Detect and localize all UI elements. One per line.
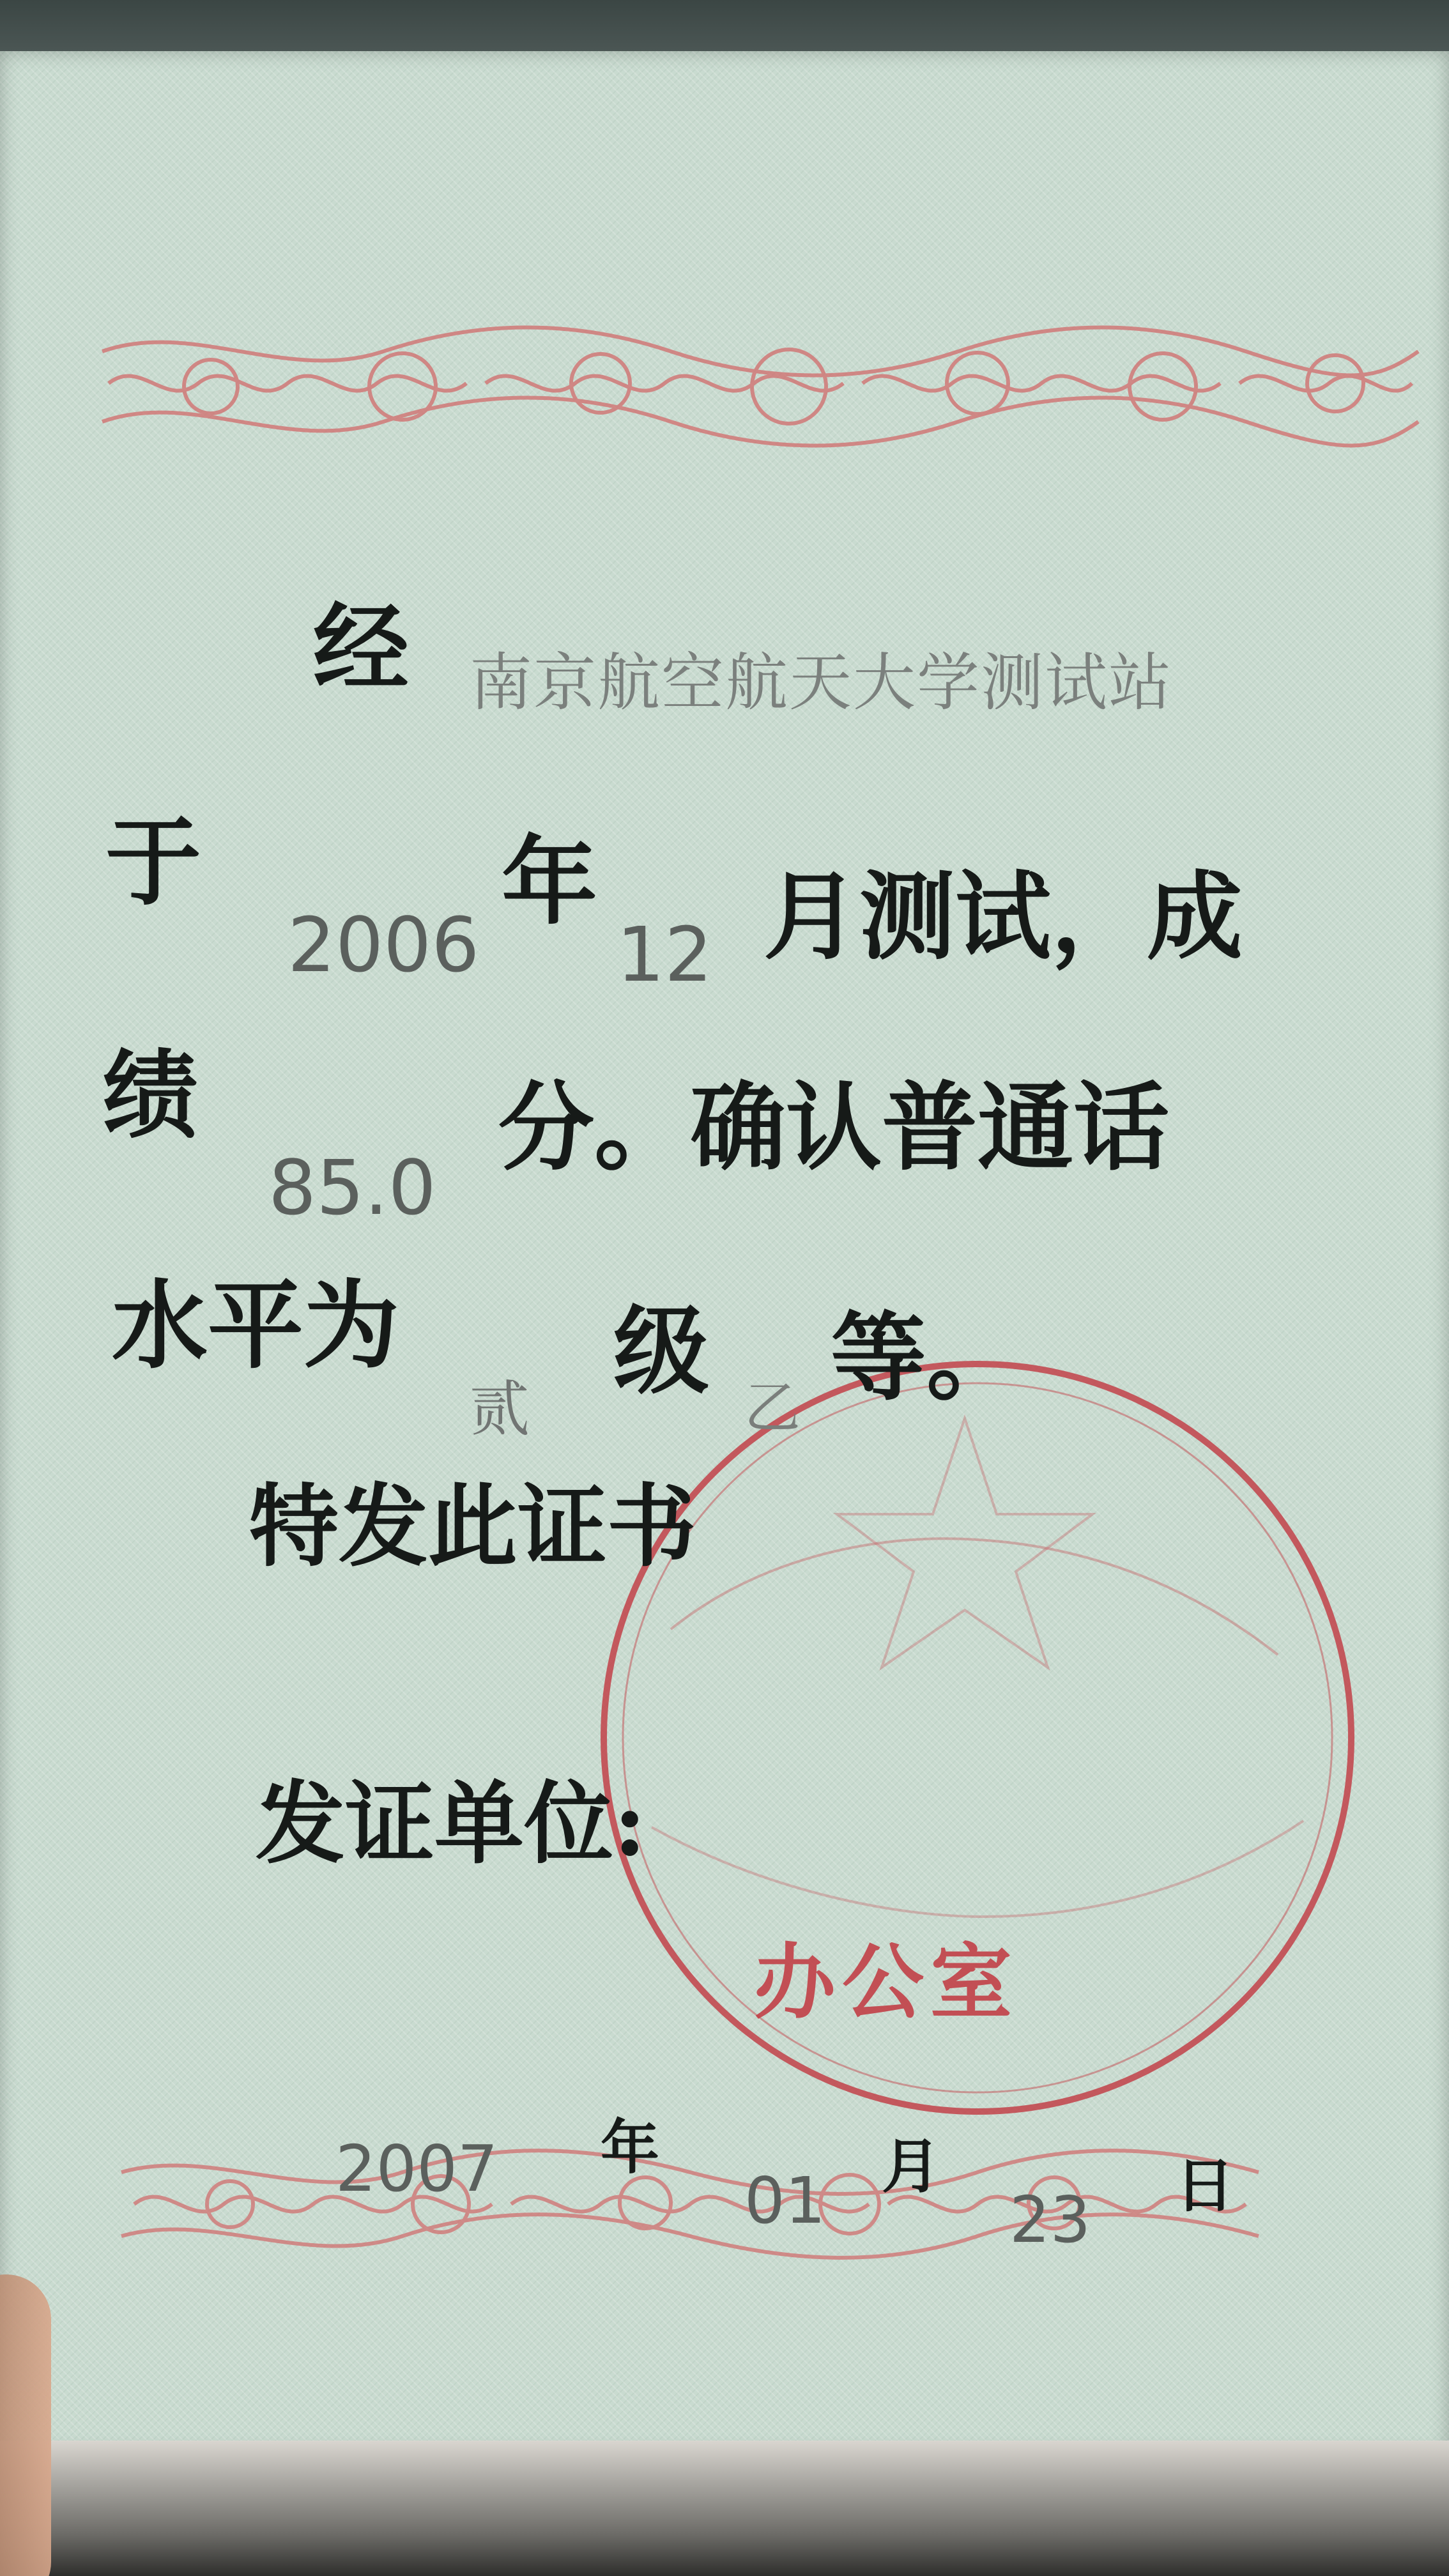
level: 贰 (470, 1375, 530, 1445)
photo-bottom-shadow (0, 2441, 1449, 2576)
month-test-text: 月测试，成 (763, 861, 1243, 973)
issue-month-char: 月 (882, 2132, 941, 2201)
test-year: 2006 (288, 901, 480, 989)
level-prefix: 水平为 (112, 1269, 400, 1382)
grade: 乙 (744, 1375, 801, 1441)
issuing-unit-label: 发证单位: (256, 1772, 647, 1876)
test-year-char: 年 (502, 825, 598, 938)
grade-suffix: 等。 (831, 1301, 1023, 1414)
issue-year: 2007 (335, 2131, 498, 2206)
test-month: 12 (617, 910, 713, 999)
issue-year-char: 年 (601, 2113, 660, 2182)
seal-text: 办公室 (754, 1935, 1019, 2030)
top-ornament-band (102, 328, 1418, 446)
holding-thumb (0, 2274, 51, 2576)
issue-month: 01 (744, 2163, 826, 2238)
level-unit: 级 (613, 1295, 710, 1407)
test-date-prefix: 于 (105, 806, 202, 919)
issuer-prefix: 经 (313, 592, 410, 705)
score: 85.0 (268, 1144, 436, 1232)
certificate-page (0, 51, 1449, 2453)
score-suffix: 分。确认普通话 (498, 1071, 1170, 1184)
issue-day-char: 日 (1176, 2151, 1235, 2220)
testing-station: 南京航空航天大学测试站 (470, 647, 1173, 719)
issue-day: 23 (1009, 2182, 1091, 2257)
score-prefix: 绩 (102, 1039, 199, 1152)
issued-statement: 特发此证书 (249, 1475, 697, 1579)
ornament-layer (0, 51, 1449, 2453)
